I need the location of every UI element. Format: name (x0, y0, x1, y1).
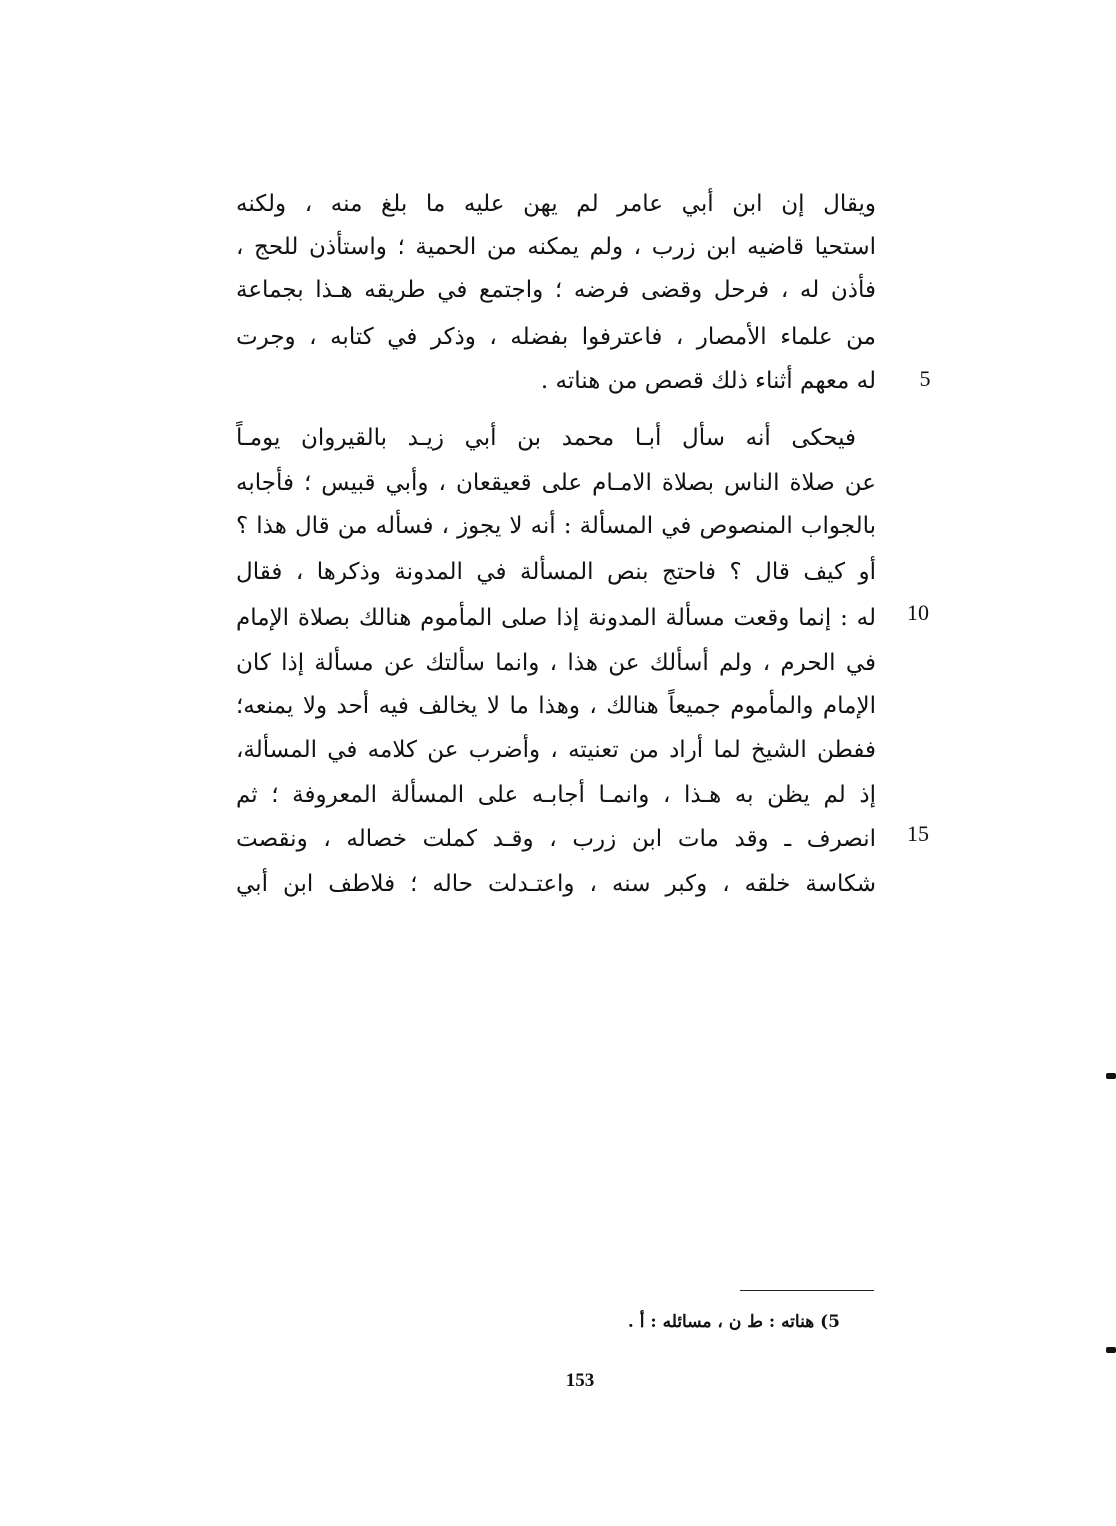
line-number-15: 15 (907, 821, 929, 846)
text-line: من علماء الأمصار ، فاعترفوا بفضله ، وذكر في كتابه ، وجرت (236, 324, 876, 350)
footnote-separator (740, 1290, 874, 1291)
text-line: بالجواب المنصوص في المسألة : أنه لا يجوز ، فسأله من قال هذا ؟ (236, 513, 876, 539)
scan-edge-mark (1106, 1073, 1116, 1079)
text-line: ففطن الشيخ لما أراد من تعنيته ، وأضرب عن كلامه في المسألة، (236, 737, 876, 763)
text-line: الإمام والمأموم جميعاً هنالك ، وهذا ما لا يخالف فيه أحد ولا يمنعه؛ (236, 693, 876, 719)
footnote: 5) هناته : ط ن ، مسائله : أ . (627, 1312, 840, 1332)
text-line: فيحكى أنه سأل أبـا محمد بن أبي زيـد بالقيروان يومـاً (236, 425, 856, 451)
text-line: استحيا قاضيه ابن زرب ، ولم يمكنه من الحمية ؛ واستأذن للحج ، (236, 234, 876, 260)
line-number-5: 5 (919, 366, 931, 391)
text-line: له : إنما وقعت مسألة المدونة إذا صلى المأموم هنالك بصلاة الإمام (236, 605, 876, 631)
text-line: انصرف ـ وقد مات ابن زرب ، وقـد كملت خصاله ، ونقصت (236, 826, 876, 852)
text-line: ويقال إن ابن أبي عامر لم يهن عليه ما بلغ منه ، ولكنه (236, 191, 876, 217)
text-line: أو كيف قال ؟ فاحتج بنص المسألة في المدونة وذكرها ، فقال (236, 559, 876, 585)
text-line: له معهم أثناء ذلك قصص من هناته . (540, 368, 876, 394)
line-number-10: 10 (907, 600, 929, 625)
text-line: في الحرم ، ولم أسألك عن هذا ، وانما سألتك عن مسألة إذا كان (236, 650, 876, 676)
text-line: عن صلاة الناس بصلاة الامـام على قعيقعان ، وأبي قبيس ؛ فأجابه (236, 470, 876, 496)
text-line: فأذن له ، فرحل وقضى فرضه ؛ واجتمع في طريقه هـذا بجماعة (236, 277, 876, 303)
text-line: شكاسة خلقه ، وكبر سنه ، واعتـدلت حاله ؛ فلاطف ابن أبي (236, 871, 876, 897)
text-line: إذ لم يظن به هـذا ، وانمـا أجابـه على المسألة المعروفة ؛ ثم (236, 782, 876, 808)
page-number: 153 (565, 1370, 595, 1391)
scan-edge-mark (1106, 1347, 1116, 1353)
